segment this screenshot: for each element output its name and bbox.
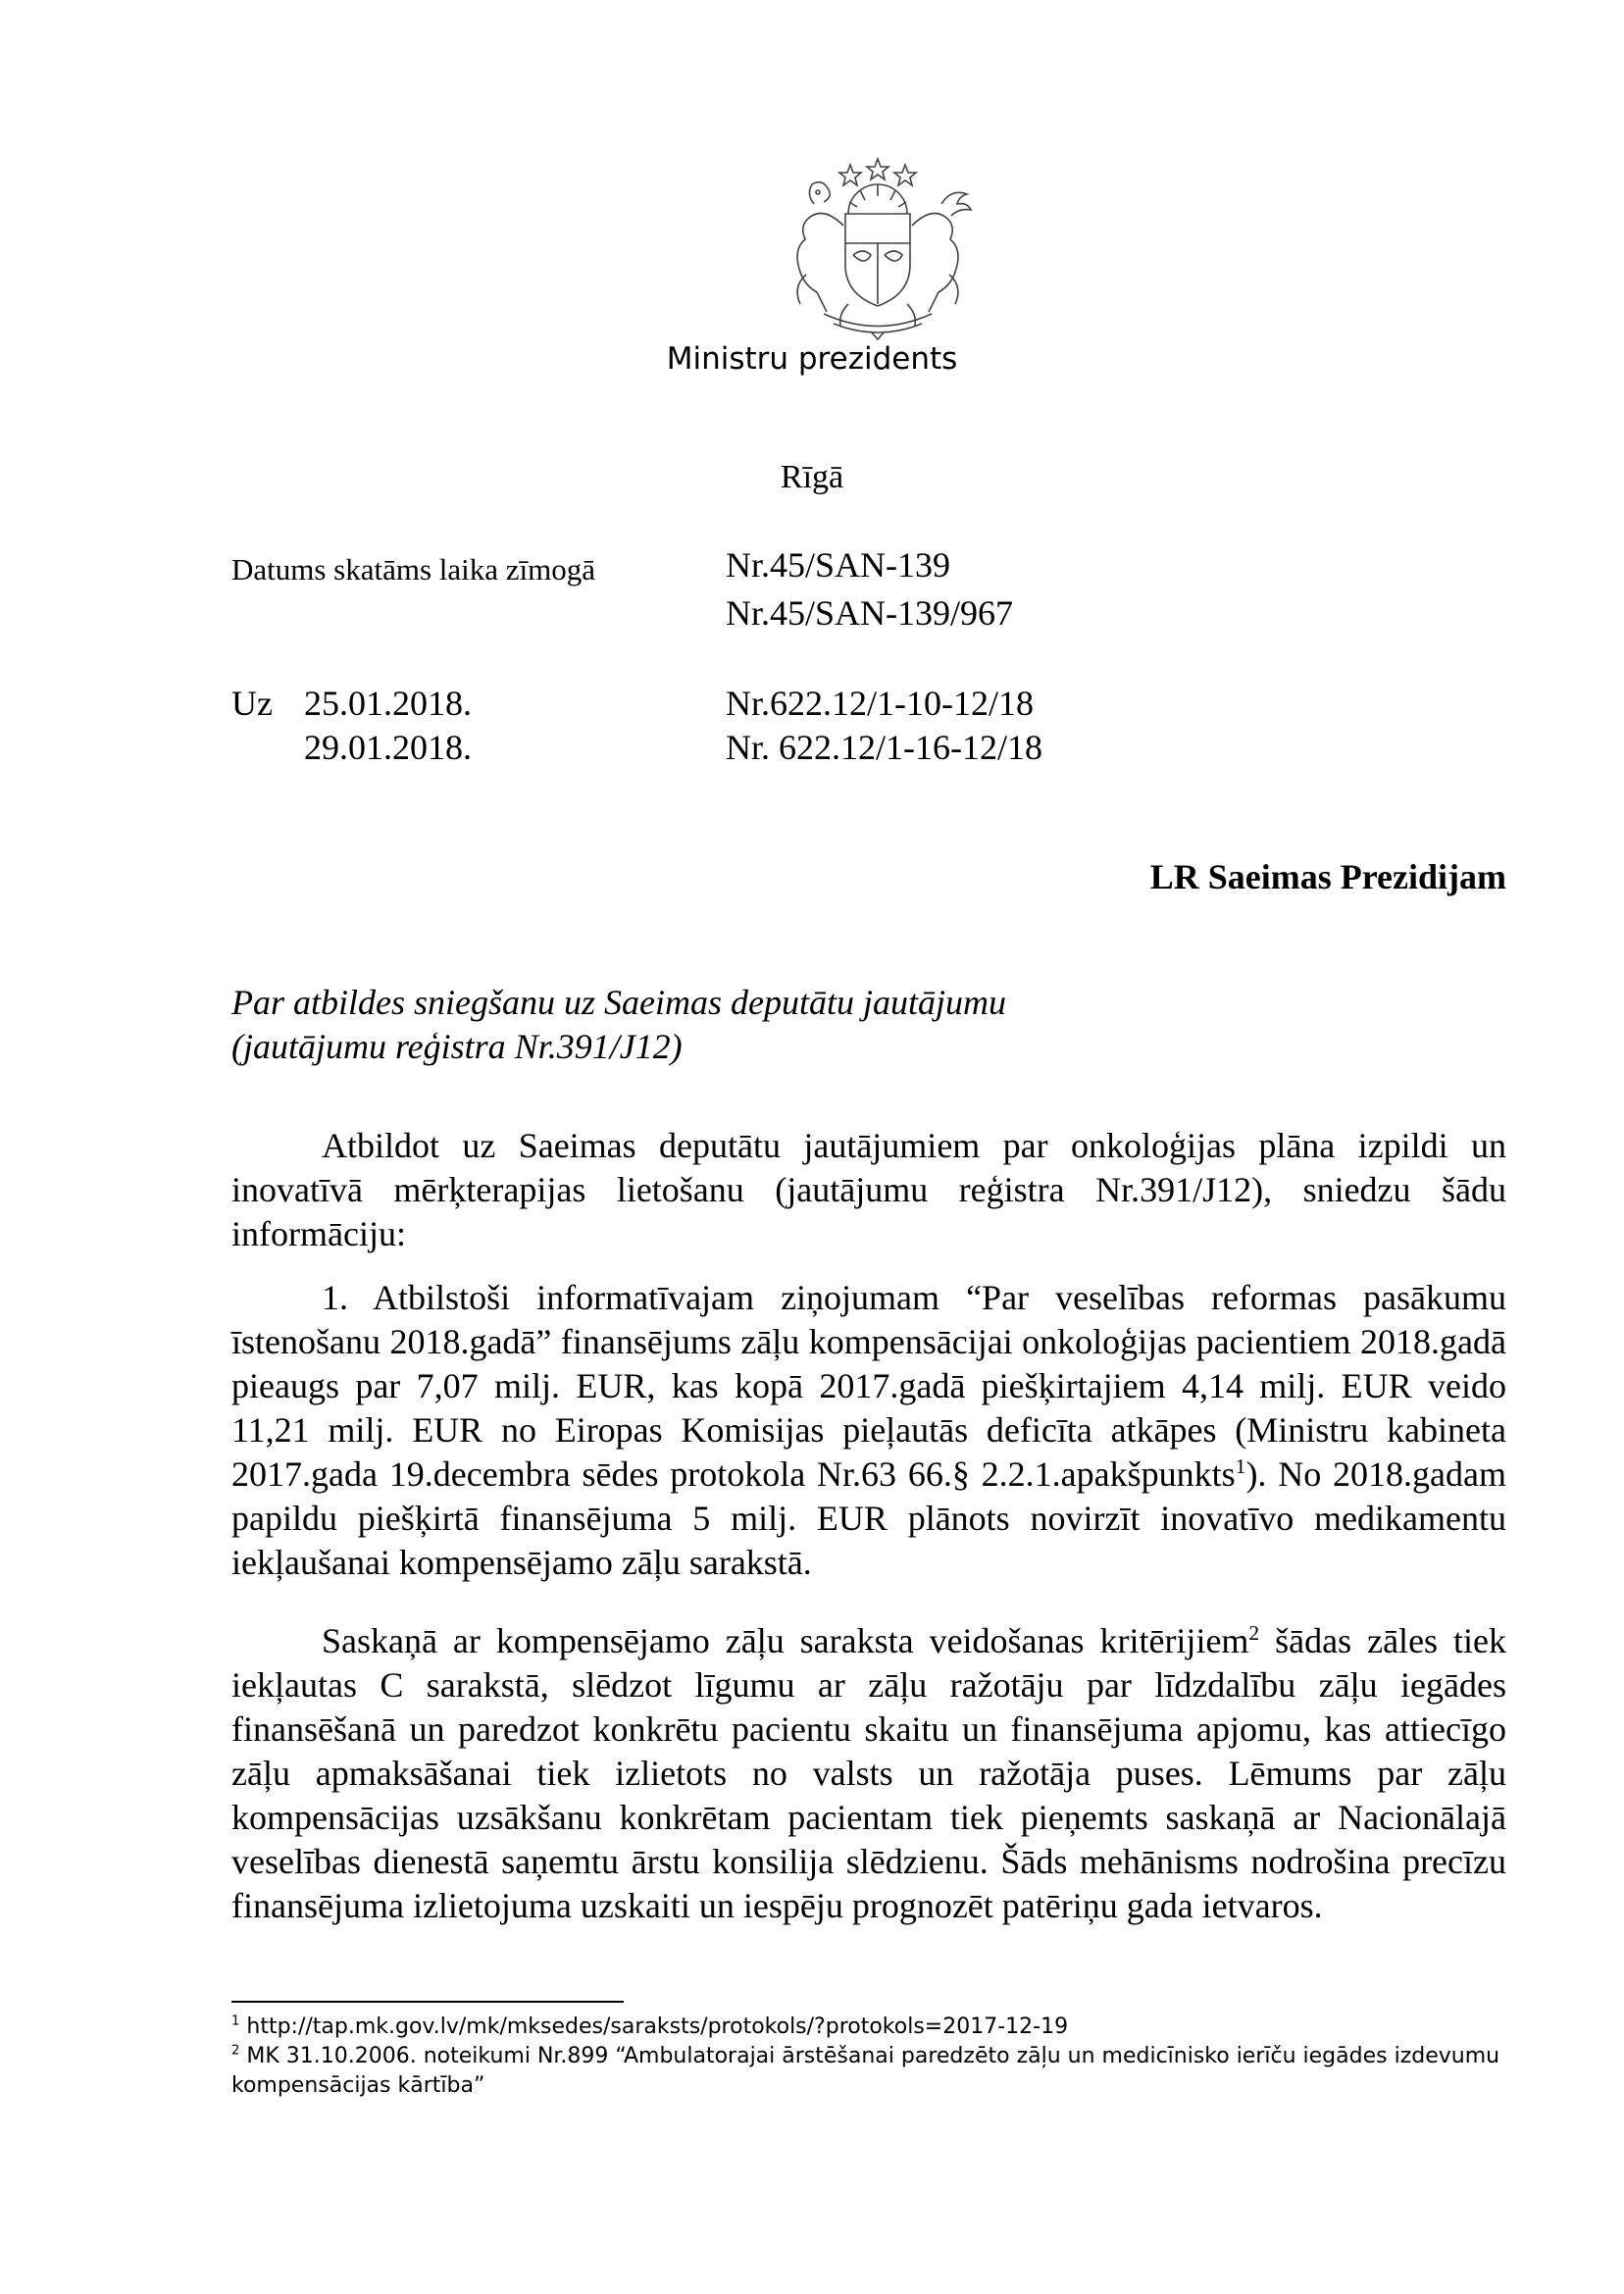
- footnote: [231, 2042, 1506, 2101]
- letter-place: Rīgā: [780, 459, 844, 495]
- footnote-text: MK 31.10.2006. noteikumi Nr.899 “Ambulatorajai ārstēšanai paredzēto zāļu un medicīnisko ierīču iegādes izdevumu kompensācijas kārtība”: [231, 2044, 1500, 2098]
- footnote-divider: [231, 2001, 624, 2003]
- paragraph-text-part: šādas zāles tiek iekļautas C sarakstā, slēdzot līgumu ar zāļu ražotāju par līdzdalību zāļu iegādes finansēšanā un paredzot konkrētu pacientu skaitu un finansējuma apjomu, kas attiecīgo zāļu apmaksāšanai tiek izlietots no valsts un ražotāja puses. Lēmums par zāļu kompensācijas uzsākšanu konkrētam pacientam tiek pieņemts saskaņā ar Nacionālajā veselības dienestā saņemtu ārstu konsilija slēdzienu. Šāds mehānisms nodrošina precīzu finansējuma izlietojuma uzskaiti un iespēju prognozēt patēriņu gada ietvaros.: [231, 1621, 1506, 1925]
- footnote-mark: 2: [231, 2043, 240, 2059]
- footnote-mark: 1: [231, 2014, 240, 2029]
- reference-number: Nr.45/SAN-139: [726, 545, 951, 585]
- footnote: [231, 2013, 1506, 2042]
- uz-label: Uz: [231, 684, 273, 723]
- footnote-link[interactable]: http://tap.mk.gov.lv/mk/mksedes/saraksts/protokols/?protokols=2017-12-19: [239, 2014, 1069, 2039]
- uz-date: 25.01.2018.: [304, 684, 472, 723]
- paragraph-text: Atbildot uz Saeimas deputātu jautājumiem par onkoloģijas plāna izpildi un inovatīvā mērķterapijas lietošanu (jautājumu reģistra Nr.391/J12), sniedzu šādu informāciju:: [231, 1126, 1506, 1253]
- uz-reference-number: Nr. 622.12/1-16-12/18: [726, 728, 1042, 767]
- paragraph-text: [231, 1619, 1506, 1928]
- subject-line: Par atbildes sniegšanu uz Saeimas deputātu jautājumu: [231, 983, 1006, 1022]
- coat-of-arms-icon: [755, 157, 1000, 343]
- subject-line: (jautājumu reģistra Nr.391/J12): [231, 1027, 683, 1066]
- paragraph-text-part: Saskaņā ar kompensējamo zāļu saraksta veidošanas kritērijiem: [322, 1621, 1249, 1660]
- body-paragraph: [231, 1276, 1506, 1585]
- issuer-title: Ministru prezidents: [666, 341, 958, 377]
- body-paragraph: [231, 1124, 1506, 1256]
- paragraph-text-part: 1. Atbilstoši informatīvajam ziņojumam “Par veselības reformas pasākumu īstenošanu 2018.gadā” finansējums zāļu kompensācijai onkoloģijas pacientiem 2018.gadā pieaugs par 7,07 milj. EUR, kas kopā 2017.gadā piešķirtajiem 4,14 milj. EUR veido 11,21 milj. EUR no Eiropas Komisijas pieļautās deficīta atkāpes (Ministru kabineta 2017.gada 19.decembra sēdes protokola Nr.63 66.§ 2.2.1.apakšpunkts: [231, 1278, 1506, 1494]
- paragraph-text: [231, 1276, 1506, 1585]
- uz-reference-number: Nr.622.12/1-10-12/18: [726, 684, 1034, 723]
- paragraph-text-part: ). No 2018.gadam papildu piešķirtā finansējuma 5 milj. EUR plānots novirzīt inovatīvo medikamentu iekļaušanai kompensējamo zāļu sarakstā.: [231, 1454, 1506, 1582]
- footnotes: [231, 2013, 1506, 2101]
- footnote-ref[interactable]: 2: [1248, 1621, 1260, 1645]
- reference-number: Nr.45/SAN-139/967: [726, 593, 1014, 633]
- uz-date: 29.01.2018.: [304, 728, 472, 767]
- footnote-ref[interactable]: 1: [1235, 1454, 1246, 1478]
- date-label: Datums skatāms laika zīmogā: [231, 552, 596, 586]
- body-paragraph: [231, 1619, 1506, 1928]
- subject: [231, 981, 1006, 1069]
- recipient: LR Saeimas Prezidijam: [1149, 857, 1506, 896]
